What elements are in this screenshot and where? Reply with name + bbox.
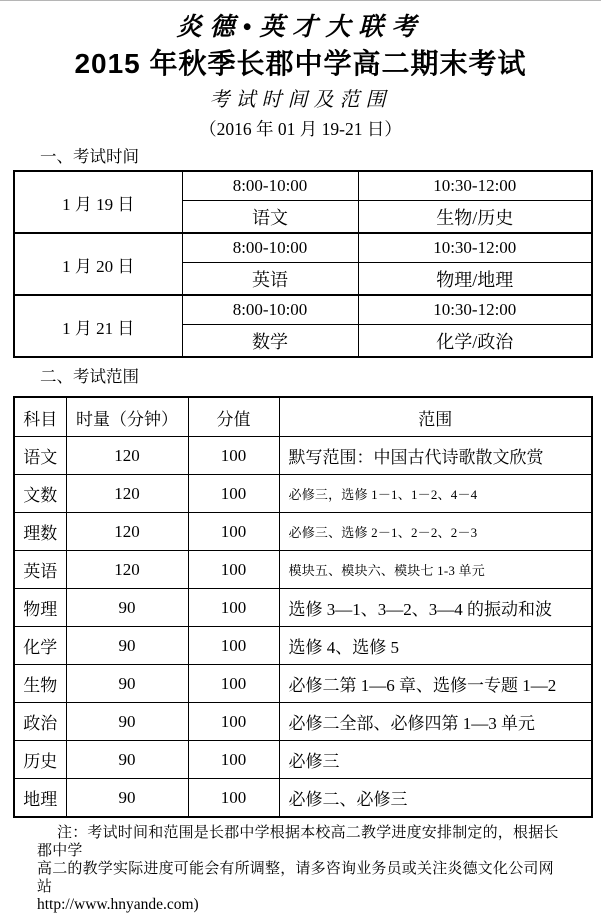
subject-cell: 化学/政治	[358, 325, 592, 358]
table-row	[14, 703, 592, 741]
table-row	[14, 295, 592, 325]
table-row	[14, 627, 592, 665]
footer-note-line: 注：考试时间和范围是长郡中学根据本校高二教学进度安排制定的，根据长郡中学	[37, 824, 559, 859]
score-cell: 100	[188, 513, 279, 551]
scope-cell: 必修三，选修 1－1、1－2、4－4	[279, 475, 592, 513]
score-cell: 100	[188, 551, 279, 589]
subject-cell: 生物	[14, 665, 66, 703]
scope-cell: 必修二全部、必修四第 1—3 单元	[279, 703, 592, 741]
table-row	[14, 589, 592, 627]
table-row	[14, 665, 592, 703]
score-cell: 100	[188, 703, 279, 741]
scope-cell: 选修 4、选修 5	[279, 627, 592, 665]
table-row	[14, 741, 592, 779]
subject-cell: 语文	[14, 437, 66, 475]
subject-cell: 数学	[182, 325, 358, 358]
column-header: 分值	[188, 397, 279, 437]
minutes-cell: 90	[66, 779, 188, 818]
table-row	[14, 171, 592, 201]
scope-cell: 选修 3—1、3—2、3—4 的振动和波	[279, 589, 592, 627]
score-cell: 100	[188, 437, 279, 475]
column-header: 范围	[279, 397, 592, 437]
brand-title: 炎德•英才大联考	[176, 14, 425, 41]
subject-cell: 物理	[14, 589, 66, 627]
minutes-cell: 90	[66, 589, 188, 627]
minutes-cell: 90	[66, 741, 188, 779]
score-cell: 100	[188, 475, 279, 513]
score-cell: 100	[188, 741, 279, 779]
subject-cell: 文数	[14, 475, 66, 513]
scope-cell: 模块五、模块六、模块七 1-3 单元	[279, 551, 592, 589]
document-header	[0, 1, 601, 141]
time-slot-cell: 10:30-12:00	[358, 171, 592, 201]
subject-cell: 语文	[182, 201, 358, 234]
subject-cell: 英语	[14, 551, 66, 589]
date-cell: 1 月 19 日	[14, 171, 182, 233]
scope-cell: 必修二、必修三	[279, 779, 592, 818]
time-slot-cell: 8:00-10:00	[182, 171, 358, 201]
footer-url: http://www.hnyande.com)	[37, 896, 199, 913]
time-slot-cell: 10:30-12:00	[358, 233, 592, 263]
minutes-cell: 90	[66, 703, 188, 741]
schedule-section-heading: 一、考试时间	[40, 148, 139, 166]
date-cell: 1 月 20 日	[14, 233, 182, 295]
scope-cell: 必修三、选修 2－1、2－2、2－3	[279, 513, 592, 551]
table-row	[14, 233, 592, 263]
score-cell: 100	[188, 665, 279, 703]
exam-schedule-table	[13, 170, 593, 358]
table-header-row	[14, 397, 592, 437]
minutes-cell: 90	[66, 627, 188, 665]
exam-subtitle: 考试时间及范围	[209, 89, 392, 111]
subject-cell: 政治	[14, 703, 66, 741]
table-row	[14, 551, 592, 589]
minutes-cell: 120	[66, 551, 188, 589]
subject-cell: 英语	[182, 263, 358, 296]
date-cell: 1 月 21 日	[14, 295, 182, 357]
table-row	[14, 475, 592, 513]
scope-cell: 必修三	[279, 741, 592, 779]
time-slot-cell: 8:00-10:00	[182, 295, 358, 325]
time-slot-cell: 10:30-12:00	[358, 295, 592, 325]
subject-cell: 物理/地理	[358, 263, 592, 296]
minutes-cell: 120	[66, 437, 188, 475]
exam-title: 2015 年秋季长郡中学高二期末考试	[74, 48, 527, 79]
subject-cell: 化学	[14, 627, 66, 665]
footer-note	[37, 824, 565, 914]
scope-cell: 默写范围：中国古代诗歌散文欣赏	[279, 437, 592, 475]
subject-cell: 地理	[14, 779, 66, 818]
exam-scope-table	[13, 396, 593, 818]
subject-cell: 历史	[14, 741, 66, 779]
table-row	[14, 513, 592, 551]
score-cell: 100	[188, 627, 279, 665]
table-row	[14, 779, 592, 818]
scope-section-heading: 二、考试范围	[40, 368, 139, 386]
column-header: 科目	[14, 397, 66, 437]
minutes-cell: 120	[66, 513, 188, 551]
time-slot-cell: 8:00-10:00	[182, 233, 358, 263]
column-header: 时量（分钟）	[66, 397, 188, 437]
subject-cell: 理数	[14, 513, 66, 551]
minutes-cell: 120	[66, 475, 188, 513]
table-row	[14, 437, 592, 475]
score-cell: 100	[188, 589, 279, 627]
footer-note-line: 高二的教学实际进度可能会有所调整，请多咨询业务员或关注炎德文化公司网站	[37, 860, 554, 895]
exam-date-range: （2016 年 01 月 19-21 日）	[199, 119, 402, 139]
subject-cell: 生物/历史	[358, 201, 592, 234]
scope-cell: 必修二第 1—6 章、选修一专题 1—2	[279, 665, 592, 703]
score-cell: 100	[188, 779, 279, 818]
minutes-cell: 90	[66, 665, 188, 703]
